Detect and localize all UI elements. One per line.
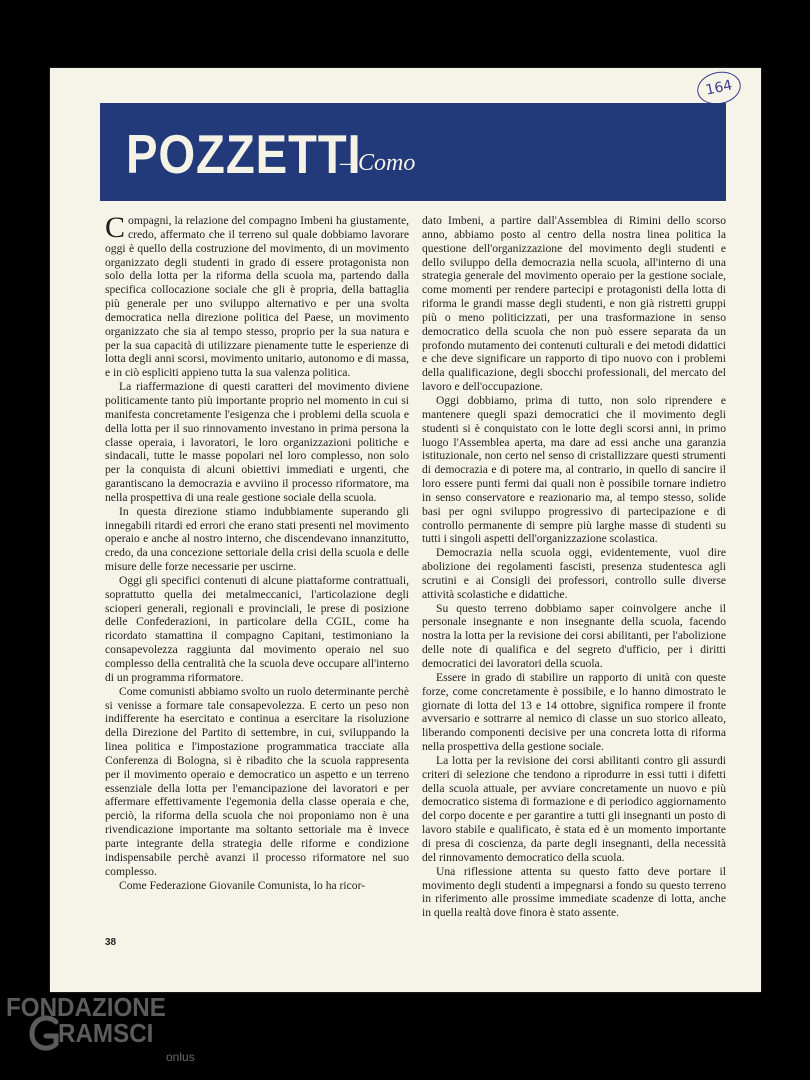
document-page [50, 68, 761, 992]
page-number: 38 [105, 937, 117, 948]
watermark-line-1: FONDAZIONE [6, 992, 166, 1022]
paragraph: Compagni, la relazione del compagno Imbeni ha giustamente, credo, affermato che il terreno sul quale dobbiamo lavorare oggi è quello della costruzione del movimento, di un movimento organizzato degli studenti in grado di essere protagonista non solo della lotta per la riforma della scuola ma, partendo dalla specifica collocazione sociale che gli è propria, della battaglia più generale per uno sviluppo alternativo e per una svolta democratica nella direzione politica del Paese, un movimento organizzato che sia al tempo stesso, proprio per la sua natura e per la sua capacità di utilizzare pienamente tutte le esperienze di lotta degli anni scorsi, movimento unitario, autonomo e di massa, e in ciò espliciti appieno tutta la sua valenza politica. [105, 211, 409, 380]
watermark-line-2: RAMSCI [58, 1018, 154, 1048]
paragraph: Su questo terreno dobbiamo saper coinvolgere anche il personale insegnante e non insegnante della scuola, facendo nostra la lotta per la revisione dei corsi abilitanti, per l'abolizione delle note di qualifica e del segreto d'ufficio, per i diritti democratici dei lavoratori della scuola. [422, 601, 726, 670]
speaker-name: POZZETTI [126, 123, 362, 185]
handwritten-page-number: 164 [694, 68, 744, 108]
right-column [422, 214, 726, 920]
watermark-suffix: onlus [166, 1050, 195, 1064]
paragraph: Come Federazione Giovanile Comunista, lo ha ricor- [119, 878, 366, 892]
title-banner [100, 103, 726, 201]
drop-cap: C [105, 211, 126, 244]
paragraph: Democrazia nella scuola oggi, evidentemente, vuol dire abolizione dei regolamenti fascisti, presenza studentesca agli scrutini e ai Consigli dei professori, controllo sulle diverse attività scolastiche e didattiche. [422, 546, 726, 601]
paragraph: In questa direzione stiamo indubbiamente superando gli innegabili ritardi ed errori che erano stati presenti nel movimento operaio e anche al nostro interno, che discendevano innanzitutto, credo, da una concezione settoriale della crisi della scuola e delle misure delle forze necessarie per uscirne. [105, 504, 409, 574]
paragraph: La lotta per la revisione dei corsi abilitanti contro gli assurdi criteri di selezione che tendono a riprodurre in essi tutti i difetti della scuola attuale, per avviare concretamente un nuovo e più democratico sistema di formazione e di periodico aggiornamento del corpo docente e per garantire a tutti gli insegnanti un posto di lavoro stabile e qualificato, è stata ed è un momento importante di presa di coscienza, da parte degli insegnanti, della necessità del rinnovamento democratico della scuola. [422, 753, 726, 864]
paragraph: Essere in grado di stabilire un rapporto di unità con queste forze, come concretamente è possibile, e lo hanno dimostrato le giornate di lotta del 13 e 14 ottobre, significa rompere il fronte avversario e sottrarre al nemico di classe un suo storico alleato, liberando componenti decisive per una concreta lotta di riforma nella prospettiva della gestione sociale. [422, 670, 726, 754]
paragraph: La riaffermazione di questi caratteri del movimento diviene politicamente tanto più importante proprio nel momento in cui si manifesta concretamente l'esigenza che i problemi della scuola e della lotta per il suo rinnovamento investano in prima persona la classe operaia, i lavoratori, le loro organizzazioni politiche e sindacali, tutte le masse popolari nel loro complesso, non solo per la conquista di alcuni obiettivi immediati e urgenti, che garantiscano la democrazia e avviino il processo riformatore, ma nella prospettiva di una reale gestione sociale della scuola. [105, 380, 409, 504]
gramsci-g-logo-icon [28, 1012, 62, 1056]
paragraph: dato Imbeni, a partire dall'Assemblea di Rimini dello scorso anno, abbiamo posto al centro della nostra linea politica la questione dell'organizzazione del movimento degli studenti e dello sviluppo della democrazia nella scuola, all'interno di una strategia generale del movimento operaio per la gestione sociale, come momenti per rendere partecipi e protagonisti della lotta di riforma le grandi masse degli studenti, e non già ristretti gruppi più o meno politicizzati, per una trasformazione in senso democratico della scuola che non può essere separata da un profondo mutamento dei contenuti culturali e dei metodi didattici e che deve significare un rapporto di tipo nuovo con i problemi della qualificazione, degli sbocchi professionali, del mercato del lavoro e dell'occupazione. [422, 214, 726, 394]
paragraph: Come comunisti abbiamo svolto un ruolo determinante perchè si venisse a formare tale consapevolezza. E certo un peso non indifferente ha esercitato e continua a esercitare la risoluzione della Direzione del Partito di settembre, in cui, sviluppando la linea politica e l'impostazione programmatica tracciate alla Conferenza di Bologna, si è ribadito che la scuola rappresenta per il movimento operaio e democratico un aspetto e un terreno essenziale della lotta per l'emancipazione dei lavoratori e per affermare effettivamente l'egemonia della classe operaia e che, perciò, la riforma della scuola che noi proponiamo non è una rivendicazione importante ma soltanto settoriale ma è invece parte integrante della strategia delle riforme e condizione indispensabile perchè avanzi il processo riformatore nel suo complesso. [105, 684, 409, 878]
paragraph: Oggi gli specifici contenuti di alcune piattaforme contrattuali, soprattutto quella dei metalmeccanici, l'articolazione degli scioperi generali, regionali e provinciali, le prese di posizione delle Confederazioni, in particolare della CGIL, come ha ricordato stamattina il compagno Capitani, testimoniano la consapevolezza raggiunta dal movimento operaio nel suo complesso della centralità che la scuola deve occupare all'interno di un programma riformatore. [105, 573, 409, 684]
paragraph: Oggi dobbiamo, prima di tutto, non solo riprendere e mantenere quegli spazi democratici che il movimento degli studenti si è conquistato con le lotte degli scorsi anni, in primo luogo l'Assemblea aperta, ma dare ad essi anche una garanzia istituzionale, non certo nel senso di cristallizzare questi strumenti di democrazia e di potere ma, al contrario, in quello di sancire il loro essere punti fermi dai quali non è possibile tornare indietro in senso conservatore e reazionario ma, al tempo stesso, solide basi per ogni sviluppo progressivo di partecipazione e di controllo permanente di sempre più larghe masse di studenti su tutti i singoli aspetti dell'organizzazione scolastica. [422, 393, 726, 546]
speaker-city: – Como [340, 150, 416, 176]
paragraph: Una riflessione attenta su questo fatto deve portare il movimento degli studenti a impegnarsi a fondo su questo terreno in riferimento alle prossime immediate scadenze di lotta, anche in quella realtà dove finora è stato assente. [422, 864, 726, 920]
fondazione-gramsci-watermark [6, 992, 206, 1072]
left-column [105, 211, 409, 892]
